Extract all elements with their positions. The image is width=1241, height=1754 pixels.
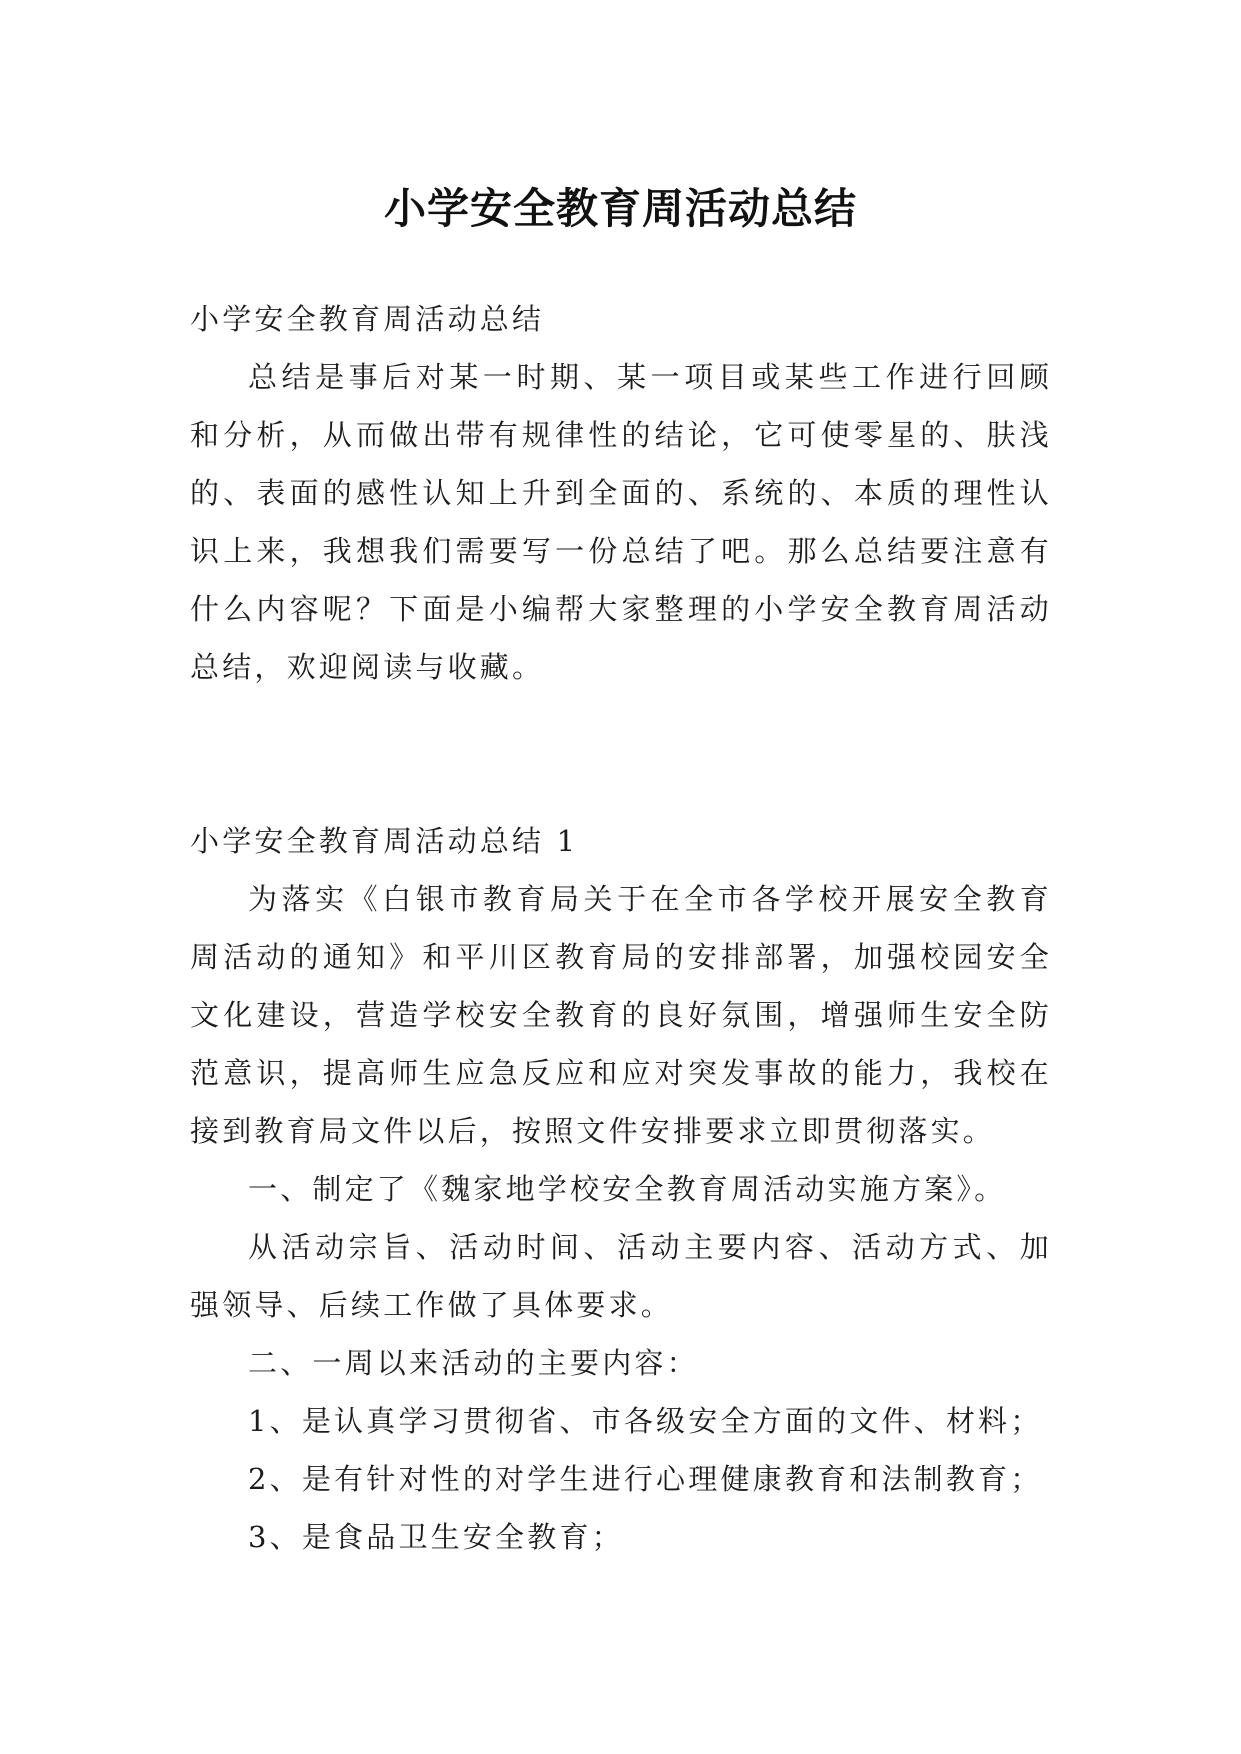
- list-item: 3、是食品卫生安全教育；: [248, 1520, 624, 1554]
- section-spacer: [190, 696, 1052, 812]
- section-heading: 小学安全教育周活动总结 1: [190, 824, 579, 858]
- section-paragraph: 从活动宗旨、活动时间、活动主要内容、活动方式、加强领导、后续工作做了具体要求。: [190, 1230, 1052, 1322]
- section-paragraph: 为落实《白银市教育局关于在全市各学校开展安全教育周活动的通知》和平川区教育局的安排部署，加强校园安全文化建设，营造学校安全教育的良好氛围，增强师生安全防范意识，提高师生应急反应和应对突发事故的能力，我校在接到教育局文件以后，按照文件安排要求立即贯彻落实。: [190, 882, 1052, 1148]
- section-item-plan: 一、制定了《魏家地学校安全教育周活动实施方案》。: [248, 1172, 1007, 1206]
- intro-paragraph: 总结是事后对某一时期、某一项目或某些工作进行回顾和分析，从而做出带有规律性的结论，它可使零星的、肤浅的、表面的感性认知上升到全面的、系统的、本质的理性认识上来，我想我们需要写一份总结了吧。那么总结要注意有什么内容呢？下面是小编帮大家整理的小学安全教育周活动总结，欢迎阅读与收藏。: [190, 360, 1052, 684]
- document-body: [190, 290, 1052, 1566]
- list-item: 2、是有针对性的对学生进行心理健康教育和法制教育；: [248, 1462, 1043, 1496]
- section-item-content: 二、一周以来活动的主要内容：: [248, 1346, 699, 1380]
- document-title: 小学安全教育周活动总结: [383, 184, 857, 234]
- intro-heading: 小学安全教育周活动总结: [190, 302, 545, 336]
- list-item: 1、是认真学习贯彻省、市各级安全方面的文件、材料；: [248, 1404, 1043, 1438]
